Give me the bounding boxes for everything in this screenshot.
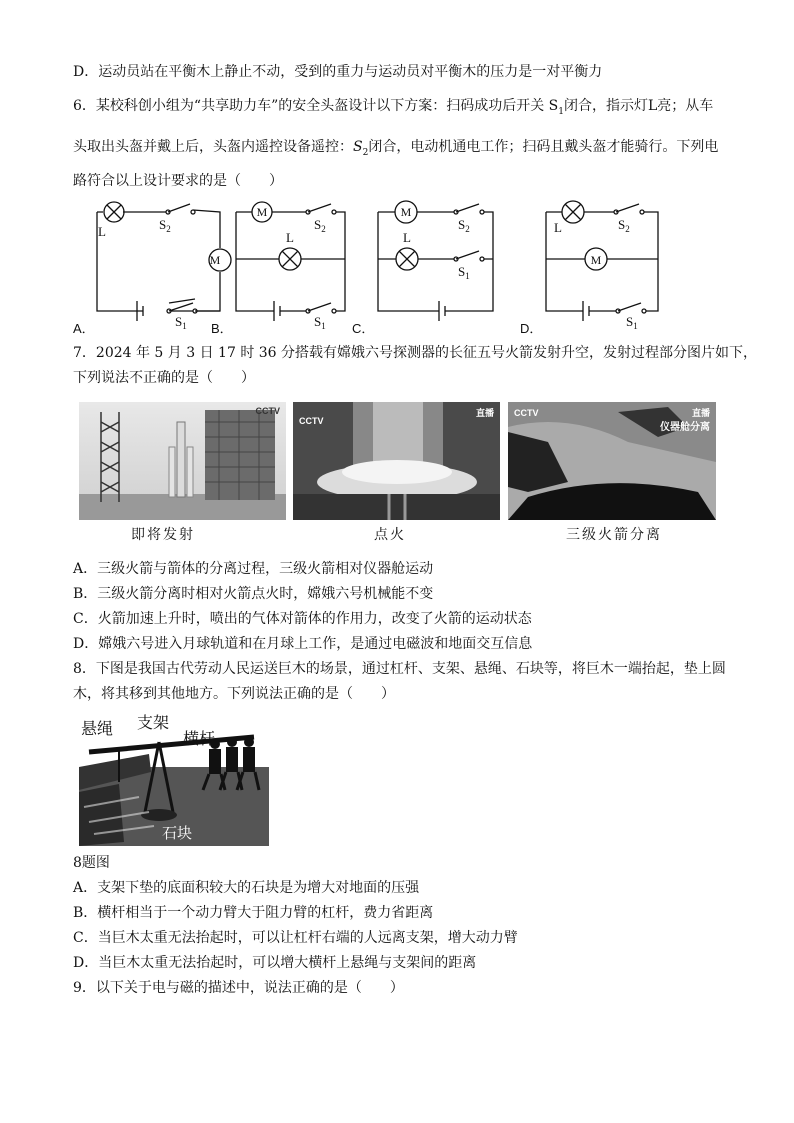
label-d-lamp: L (554, 220, 562, 235)
launch-tower-image (79, 402, 286, 520)
label-b-s1: $S_1$ (314, 314, 326, 331)
q8-option-a[interactable]: A．支架下垫的底面积较大的石块是为增大对地面的压强 (73, 880, 420, 896)
q8-stem-line2: 木，将其移到其他地方。下列说法正确的是（ ） (73, 686, 395, 702)
q7-option-d[interactable]: D．嫦娥六号进入月球轨道和在月球上工作，是通过电磁波和地面交互信息 (73, 636, 533, 652)
q8-option-d[interactable]: D．当巨木太重无法抬起时，可以增大横杆上悬绳与支架间的距离 (73, 955, 477, 971)
label-a-lamp: L (98, 224, 106, 239)
circuit-option-b[interactable]: B． (211, 321, 233, 336)
scene-label-rope: 悬绳 (81, 719, 114, 738)
circuit-b (236, 202, 345, 321)
photo-stage-separation (508, 402, 716, 520)
circuit-c (378, 201, 493, 321)
q6-stem-line2: 头取出头盔并戴上后，头盔内遥控设备遥控：$S_2$闭合，电动机通电工作；扫码且戴头盔才能骑行。下列电 (73, 139, 719, 158)
photo-launch-ready (79, 402, 286, 520)
label-c-motor: M (400, 205, 412, 219)
scene-label-stone: 石块 (162, 824, 193, 842)
q8-option-b[interactable]: B．横杆相当于一个动力臂大于阻力臂的杠杆，费力省距离 (73, 905, 434, 921)
photo-ignition (293, 402, 500, 520)
live-badge-2: 直播 (475, 408, 494, 418)
caption-stage-separation: 三级火箭分离 (566, 527, 662, 543)
q6-stem-line3: 路符合以上设计要求的是（ ） (73, 173, 283, 189)
q7-option-a[interactable]: A．三级火箭与箭体的分离过程，三级火箭相对仪器舱运动 (73, 561, 434, 577)
label-a-s: $S_2$ (159, 217, 171, 234)
q8-option-c[interactable]: C．当巨木太重无法抬起时，可以让杠杆右端的人远离支架，增大动力臂 (73, 930, 518, 946)
label-c-lamp: L (403, 230, 411, 245)
q8-figure-caption: 8题图 (73, 855, 110, 871)
caption-ignition: 点火 (374, 527, 406, 543)
label-c-s1: $S_1$ (458, 264, 470, 281)
lever-scene-image (79, 712, 269, 846)
label-b-lamp: L (286, 230, 294, 245)
q5-option-d: D．运动员站在平衡木上静止不动，受到的重力与运动员对平衡木的压力是一对平衡力 (73, 64, 603, 80)
q7-option-b[interactable]: B．三级火箭分离时相对火箭点火时，嫦娥六号机械能不变 (73, 586, 434, 602)
cctv-logo-2: CCTV (299, 416, 324, 426)
label-d-s1: $S_1$ (626, 314, 638, 331)
circuit-option-a[interactable]: A． (73, 321, 95, 336)
q8-stem-line1: 8．下图是我国古代劳动人民运送巨木的场景，通过杠杆、支架、悬绳、石块等，将巨木一端抬起，垫上圆 (73, 661, 726, 677)
circuit-d (546, 201, 658, 321)
caption-launch-ready: 即将发射 (131, 527, 195, 543)
q8-scene-figure (79, 712, 269, 846)
ignition-image (293, 402, 500, 520)
q6-circuit-diagrams (70, 196, 710, 336)
q9-stem: 9．以下关于电与磁的描述中，说法正确的是（ ） (73, 980, 404, 996)
label-c-s2: $S_2$ (458, 217, 470, 234)
circuit-option-d[interactable]: D． (520, 321, 543, 336)
label-a-motor: M (209, 253, 221, 267)
label-a-s1: $S_1$ (175, 314, 187, 331)
label-b-motor: M (256, 205, 268, 219)
label-b-s2: $S_2$ (314, 217, 326, 234)
q7-option-c[interactable]: C．火箭加速上升时，喷出的气体对箭体的作用力，改变了火箭的运动状态 (73, 611, 532, 627)
circuit-option-c[interactable]: C． (352, 321, 375, 336)
live-badge-3: 直播 (691, 408, 710, 418)
q6-stem-line1: 6．某校科创小组为“共享助力车”的安全头盔设计以下方案：扫码成功后开关 $S_1$闭合，指示灯L亮；从车 (73, 98, 714, 117)
scene-label-bar: 横杆 (183, 729, 216, 748)
label-d-motor: M (590, 253, 602, 267)
q7-stem-line2: 下列说法不正确的是（ ） (73, 370, 255, 386)
scene-label-bracket: 支架 (137, 713, 170, 732)
label-d-s2: $S_2$ (618, 217, 630, 234)
cctv-logo-1: CCTV (255, 406, 280, 416)
cctv-logo-3: CCTV (514, 408, 539, 418)
separation-overlay-text: 仪器舱分离 (660, 422, 710, 433)
q7-stem-line1: 7．2024 年 5 月 3 日 17 时 36 分搭载有嫦娥六号探测器的长征五号火箭发射升空，发射过程部分图片如下， (73, 345, 758, 361)
